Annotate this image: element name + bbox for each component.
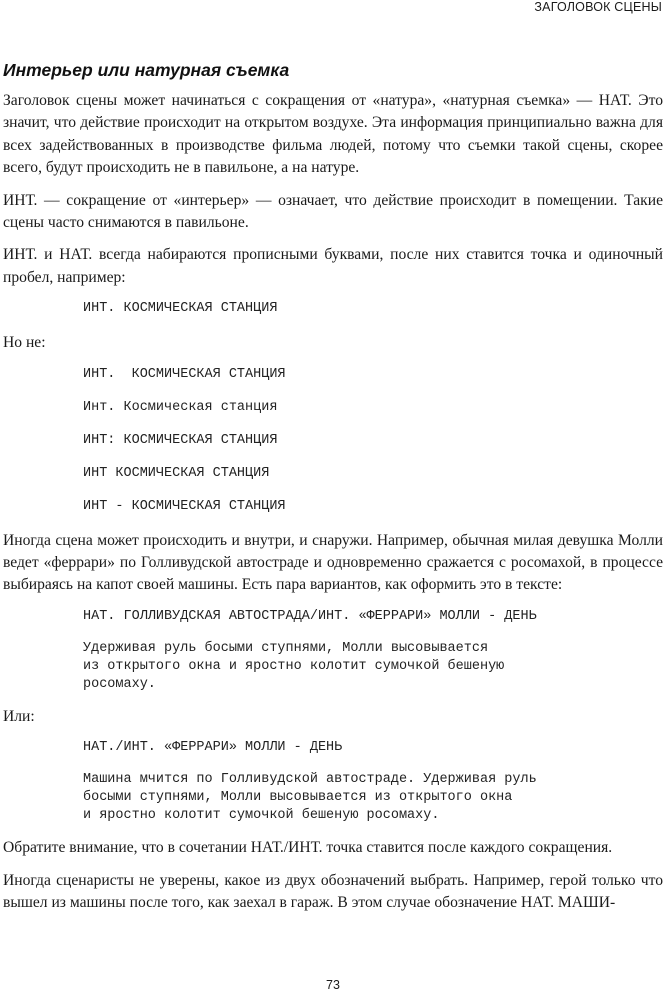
paragraph-note: Обратите внимание, что в сочетании НАТ./ИНТ. точка ставится после каждого сокращения.	[3, 839, 613, 857]
example-wrong-dash: ИНТ - КОСМИЧЕСКАЯ СТАНЦИЯ	[83, 498, 286, 514]
section-title: Интерьер или натурная съемка	[3, 60, 290, 80]
paragraph-nat-definition: Заголовок сцены может начинаться с сокращения от «натура», «натурная съемка» — НАТ. Это значит, что действие происходит на открытом воздухе. Эта информация принципиально важна для всех задействованных в производстве фильма людей, потому что съемки такой сцены, скорее всего, будут происходить не в павильоне, а на натуре.	[3, 92, 663, 177]
paragraph-or: Или:	[3, 707, 35, 725]
paragraph-formatting-rule: ИНТ. и НАТ. всегда набираются прописными буквами, после них ставится точка и одиночный пробел, например:	[3, 246, 663, 286]
paragraph-inside-outside: Иногда сцена может происходить и внутри, и снаружи. Например, обычная милая девушка Молли ведет «феррари» по Голливудской автостраде и одновременно сражается с росомахой, в процессе выбираясь на капот своей машины. Есть пара вариантов, как оформить это в тексте:	[3, 531, 663, 594]
page-content	[3, 58, 663, 925]
variant1-scene-heading: НАТ. ГОЛЛИВУДСКАЯ АВТОСТРАДА/ИНТ. «ФЕРРАРИ» МОЛЛИ - ДЕНЬ	[83, 608, 537, 624]
example-correct: ИНТ. КОСМИЧЕСКАЯ СТАНЦИЯ	[83, 301, 278, 317]
paragraph-uncertain: Иногда сценаристы не уверены, какое из двух обозначений выбрать. Например, герой только что вышел из машины после того, как заехал в гараж. В этом случае обозначение НАТ. МАШИ-	[3, 871, 663, 912]
paragraph-int-definition: ИНТ. — сокращение от «интерьер» — означает, что действие происходит в помещении. Такие сцены часто снимаются в павильоне.	[3, 191, 663, 232]
variant1-action: Удерживая руль босыми ступнями, Молли высовывается из открытого окна и яростно колотит сумочкой бешеную росомаху.	[83, 640, 505, 692]
variant2-scene-heading: НАТ./ИНТ. «ФЕРРАРИ» МОЛЛИ - ДЕНЬ	[83, 740, 343, 756]
example-wrong-double-space: ИНТ. КОСМИЧЕСКАЯ СТАНЦИЯ	[83, 366, 286, 382]
example-wrong-lowercase: Инт. Космическая станция	[83, 399, 278, 415]
paragraph-but-not: Но не:	[3, 334, 46, 352]
example-wrong-no-dot: ИНТ КОСМИЧЕСКАЯ СТАНЦИЯ	[83, 465, 270, 481]
variant2-action: Машина мчится по Голливудской автостраде. Удерживая руль босыми ступнями, Молли высовывается из открытого окна и яростно колотит сумочкой бешеную росомаху.	[83, 772, 537, 824]
page-number: 73	[326, 978, 340, 992]
running-header: ЗАГОЛОВОК СЦЕНЫ	[534, 0, 662, 14]
example-wrong-colon: ИНТ: КОСМИЧЕСКАЯ СТАНЦИЯ	[83, 432, 278, 448]
